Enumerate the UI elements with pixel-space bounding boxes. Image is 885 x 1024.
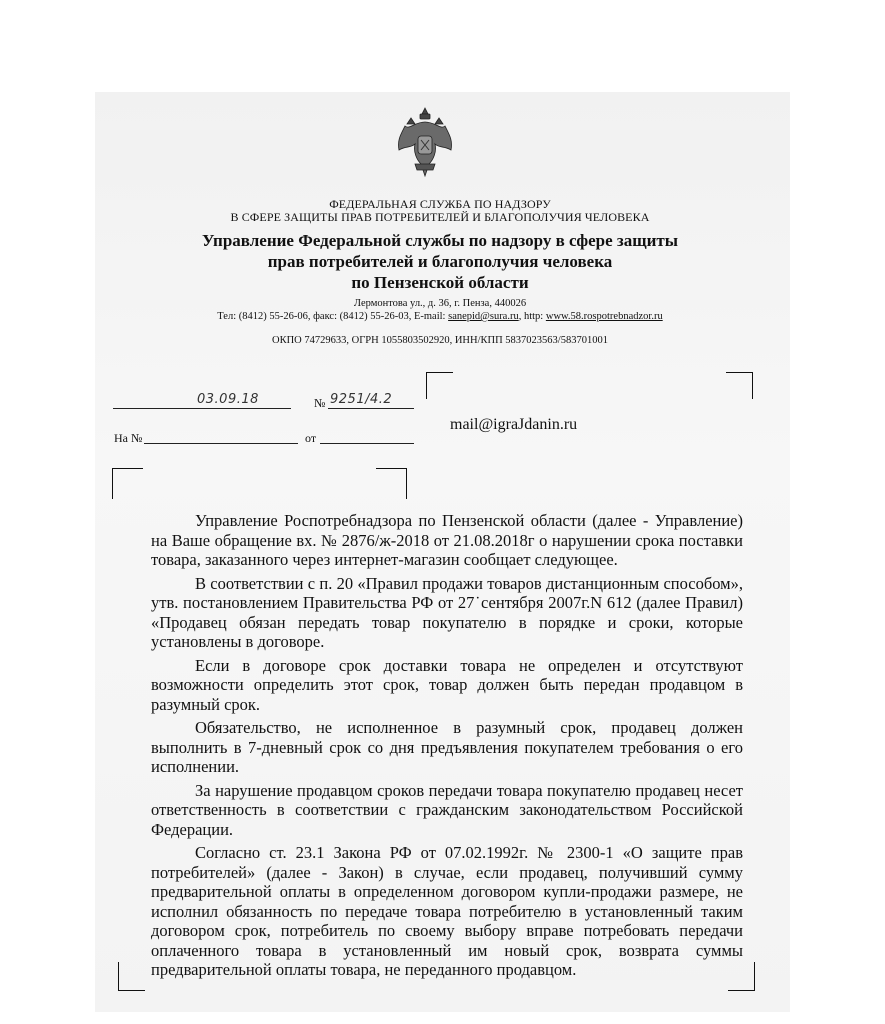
paragraph-6: Согласно ст. 23.1 Закона РФ от 07.02.1992г. № 2300-1 «О защите прав потребителей» (далее - Закон) в случае, если продавец, получивший сумму предварительной оплаты в определенном договором купли-продажи размере, не исполнил обязанность по передаче товара потребителю в установленный таким договором срок, потребитель по своему выбору вправе потребовать передачи оплаченного товара в установленный им новый срок, возврата суммы предварительной оплаты товара, не переданного продавцом. [151,843,743,979]
reference-date-underline [320,443,414,444]
letter-body [151,511,743,984]
email-link[interactable]: sanepid@sura.ru [448,311,519,322]
corner-mark-bottom-left [118,962,145,991]
department-title-line-2: прав потребителей и благополучия человека [267,252,613,271]
corner-mark-top-mid [376,468,407,499]
website-link[interactable]: www.58.rospotrebnadzor.ru [545,311,663,322]
paragraph-4: Обязательство, не исполненное в разумный срок, продавец должен выполнить в 7-дневный срок со дня предъявления покупателем требования о его исполнении. [151,718,743,776]
reference-from-label: от [305,431,317,445]
recipient-email: mail@igraJdanin.ru [450,416,578,433]
department-title-line-3: по Пензенской области [351,273,529,292]
outgoing-number-label: № [314,396,326,410]
registration-ids: ОКПО 74729633, ОГРН 1055803502920, ИНН/КПП 5837023563/583701001 [272,335,608,346]
paragraph-3: Если в договоре срок доставки товара не определен и отсутствуют возможности определить этот срок, товар должен быть передан продавцом в разумный срок. [151,655,743,714]
reference-number-label: На № [114,431,143,445]
corner-mark-address-right [726,372,753,399]
outgoing-number-handwritten: 9251/4.2 [330,392,393,407]
corner-mark-top-left [112,468,143,499]
paragraph-1: Управление Роспотребнадзора по Пензенской области (далее - Управление) на Ваше обращение вх. № 2876/ж-2018 от 21.08.2018г о нарушении срока поставки товара, заказанного через интернет-магазин сообщает следующее. [151,511,743,569]
postal-address: Лермонтова ул., д. 36, г. Пенза, 440026 [353,298,527,309]
corner-mark-address-left [426,372,453,399]
agency-name-line-2: В СФЕРЕ ЗАЩИТЫ ПРАВ ПОТРЕБИТЕЛЕЙ И БЛАГОПОЛУЧИЯ ЧЕЛОВЕКА [230,210,650,224]
reference-number-underline [144,443,298,444]
department-title-line-1: Управление Федеральной службы по надзору в сфере защиты [201,231,679,250]
paragraph-5: За нарушение продавцом сроков передачи товара покупателю продавец несет ответственность в соответствии с гражданским законодательством Российской Федерации. [151,780,743,839]
date-underline [113,408,291,409]
russian-coat-of-arms-emblem-icon [393,104,457,184]
department-title [150,230,730,293]
contact-line [150,311,730,322]
agency-name-line-1: ФЕДЕРАЛЬНАЯ СЛУЖБА ПО НАДЗОРУ [329,197,551,211]
outgoing-date-handwritten: 03.09.18 [197,392,259,407]
paragraph-2: В соответствии с п. 20 «Правил продажи товаров дистанционным способом», утв. постановлением Правительства РФ от 27˙сентября 2007г.N 612 (далее Правил) «Продавец обязан передать товар покупателю в порядке и сроки, которые установлены в договоре. [151,573,743,651]
contacts-prefix: Тел: (8412) 55-26-06, факс: (8412) 55-26-03, E-mail: [217,311,449,322]
http-label: , http: [518,311,546,322]
number-underline [328,408,414,409]
